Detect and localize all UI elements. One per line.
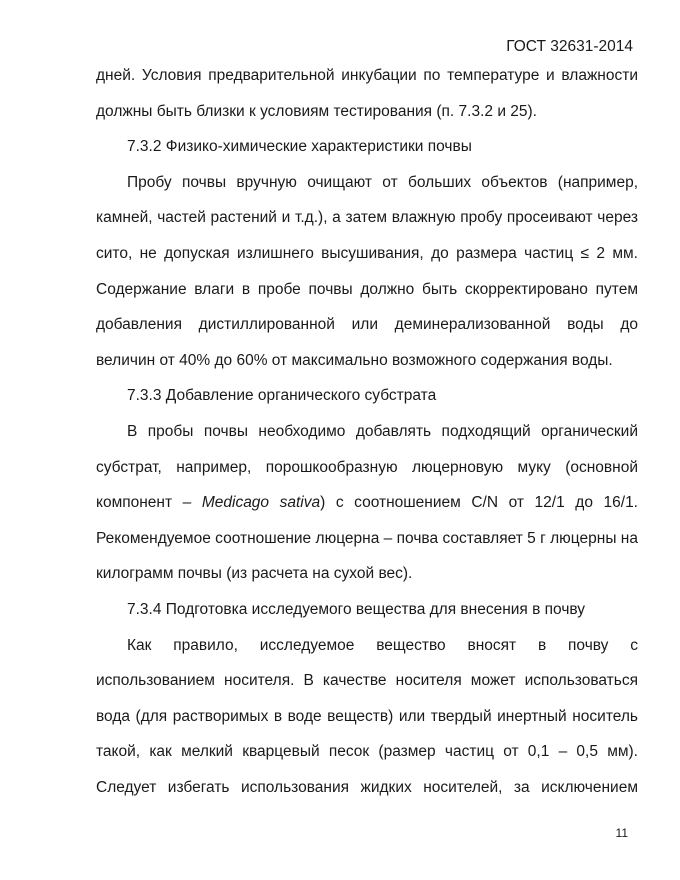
paragraph-text: ) с соотношением C/N от 12/1 до 16/1. Рекомендуемое соотношение люцерна – почва составляет 5 г люцерны на килограмм почвы (из расчета на сухой вес). [96,494,638,583]
paragraph-continued: дней. Условия предварительной инкубации по температуре и влажности должны быть близки к условиям тестирования (п. 7.3.2 и 25). [96,67,638,120]
page-number: 11 [615,826,628,840]
section-heading-7-3-2: 7.3.2 Физико-химические характеристики почвы [127,138,472,156]
paragraph-organic-substrate [96,414,638,592]
section-heading-7-3-4: 7.3.4 Подготовка исследуемого вещества для внесения в почву [127,600,586,618]
paragraph-soil-preparation: Пробу почвы вручную очищают от больших объектов (например, камней, частей растений и т.д.), а затем влажную пробу просеивают через сито, не допуская излишнего высушивания, до размера частиц ≤ 2 мм. Содержание влаги в пробе почвы должно быть скорректировано путем добавления дистиллированной или деминерализованной воды до величин от 40% до 60% от максимально возможного содержания воды. [96,173,638,369]
species-name: Medicago sativa [201,494,321,512]
paragraph-carrier: Как правило, исследуемое вещество вносят в почву с использованием носителя. В качестве носителя может использоваться вода (для растворимых в воде веществ) или твердый инертный носитель такой, как мелкий кварцевый песок (размер частиц от 0,1 – 0,5 мм). Следует избегать использования жидких носителей, за исключением [96,636,638,796]
section-heading-7-3-3: 7.3.3 Добавление органического субстрата [127,387,437,405]
paragraph-text: В пробы почвы необходимо добавлять подходящий органический субстрат, например, порошкообразную люцерновую муку (основной компонент – [96,422,638,512]
document-body [96,58,638,805]
standard-number: ГОСТ 32631-2014 [506,38,633,55]
